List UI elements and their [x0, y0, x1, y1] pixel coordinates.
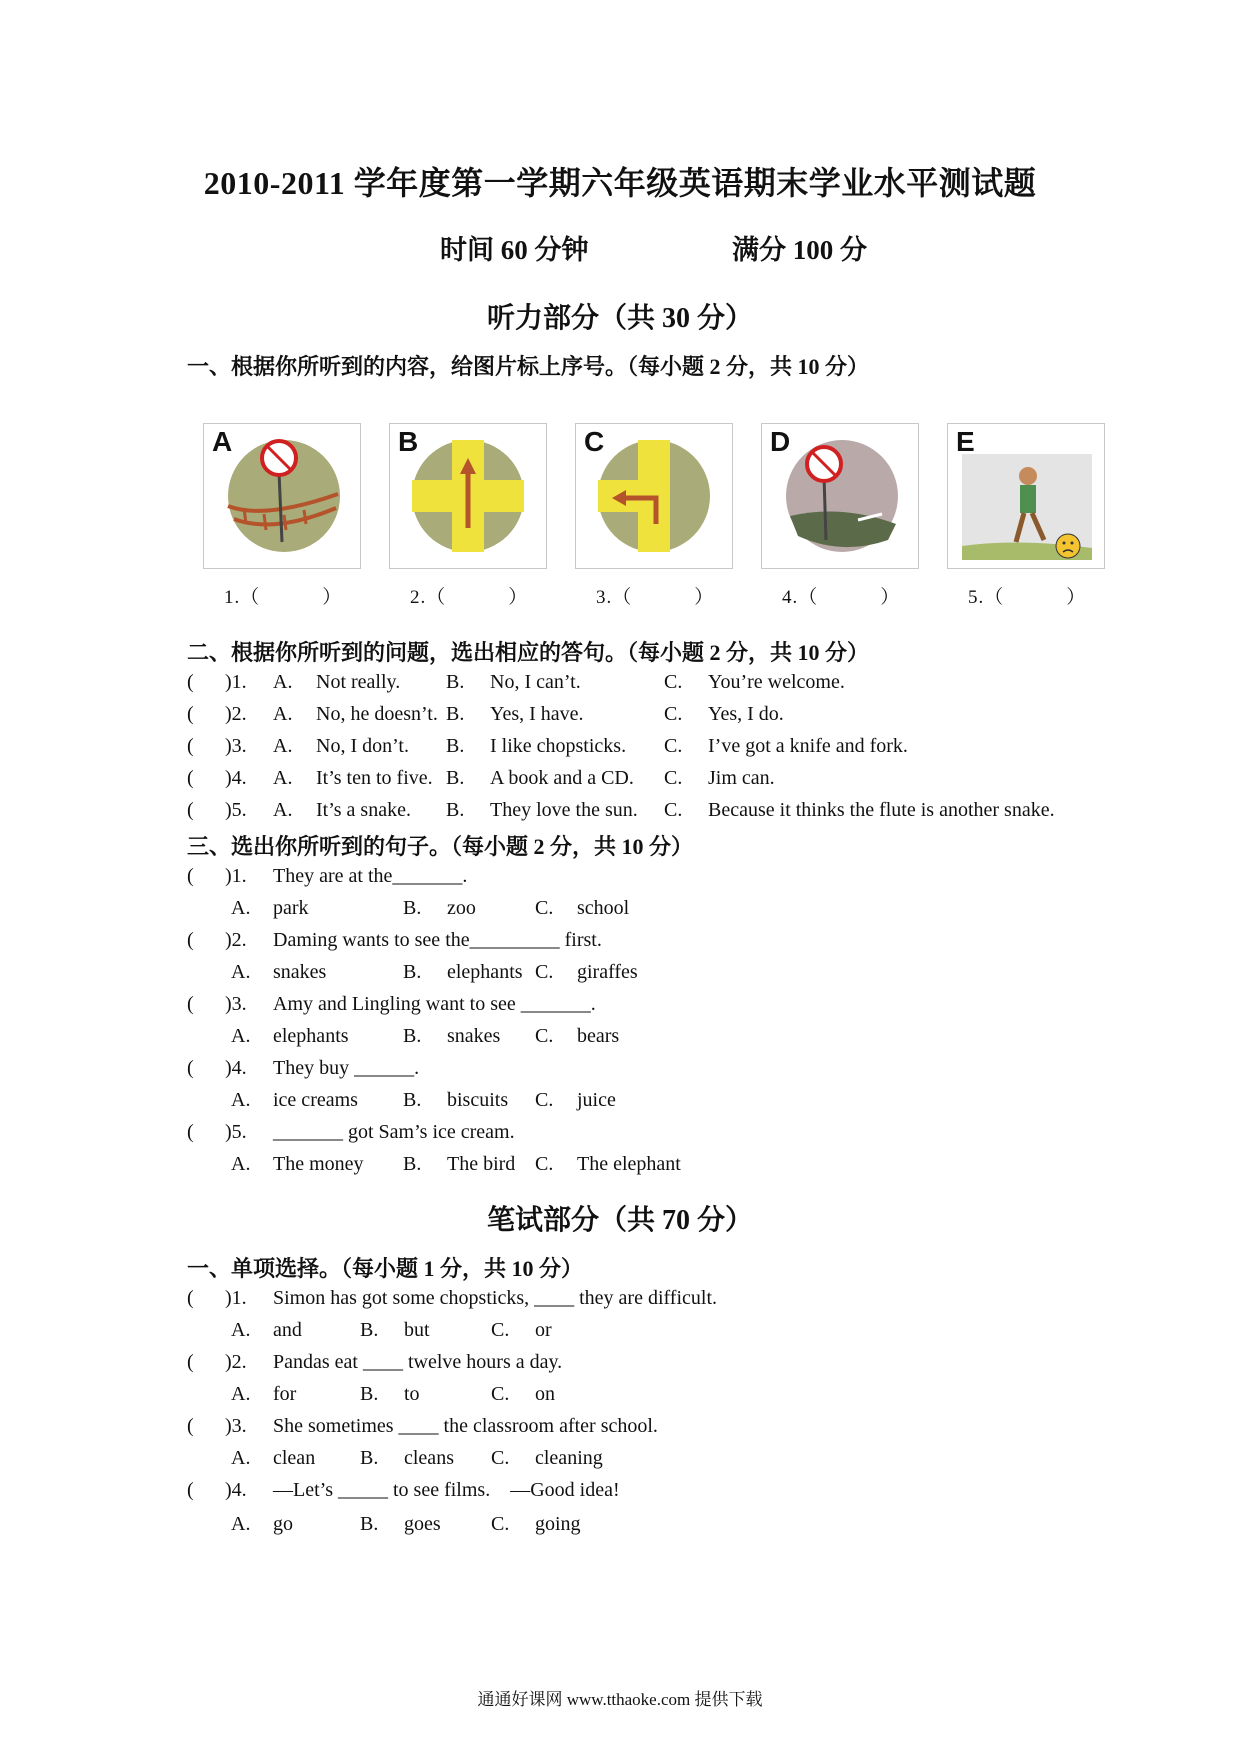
question-number: )5. [225, 1121, 247, 1143]
option-c-text: You’re welcome. [708, 671, 845, 693]
option-a-label: A. [231, 897, 251, 919]
picture-c-letter: C [584, 426, 605, 457]
option-b-label: B. [446, 735, 465, 757]
option-b-text: but [404, 1319, 430, 1341]
question-stem: She sometimes ____ the classroom after school. [273, 1415, 658, 1437]
listening-part3-options-4 [0, 1086, 1240, 1114]
listening-part3-question-4 [0, 1054, 1240, 1082]
option-b-label: B. [360, 1383, 379, 1405]
option-c-label: C. [664, 703, 683, 725]
picture-answer-4 [782, 582, 900, 609]
option-b-label: B. [403, 897, 422, 919]
option-b-label: B. [403, 1089, 422, 1111]
question-number: )4. [225, 1479, 247, 1501]
option-b-text: zoo [447, 897, 476, 919]
answer-paren: ( [187, 1479, 194, 1501]
option-c-text: Yes, I do. [708, 703, 784, 725]
picture-e-letter: E [956, 426, 975, 457]
picture-answer-5-label: 5.（ [968, 587, 1005, 608]
listening-part3-options-1 [0, 894, 1240, 922]
exam-title: 2010-2011 学年度第一学期六年级英语期末学业水平测试题 [203, 165, 1037, 201]
writing-part1-question-3 [0, 1412, 1240, 1440]
option-c-label: C. [664, 799, 683, 821]
picture-answer-2-close: ） [508, 587, 529, 608]
option-b-text: No, I can’t. [490, 671, 581, 693]
answer-paren: ( [187, 703, 194, 725]
listening-part3-question-3 [0, 990, 1240, 1018]
option-c-label: C. [535, 897, 554, 919]
question-number: )2. [225, 1351, 247, 1373]
option-c-text: bears [577, 1025, 620, 1047]
option-b-text: Yes, I have. [490, 703, 584, 725]
option-c-text: Jim can. [708, 767, 775, 789]
option-a-text: and [273, 1319, 302, 1341]
option-c-label: C. [664, 671, 683, 693]
writing-part1-options-3 [0, 1444, 1240, 1472]
option-c-text: I’ve got a knife and fork. [708, 735, 908, 757]
picture-answer-2-label: 2.（ [410, 587, 447, 608]
listening-part3-options-2 [0, 958, 1240, 986]
option-c-label: C. [664, 767, 683, 789]
option-c-text: or [535, 1319, 552, 1341]
option-c-label: C. [535, 1089, 554, 1111]
option-a-text: elephants [273, 1025, 349, 1047]
footer-source: 通通好课网 www.tthaoke.com 提供下载 [477, 1690, 763, 1709]
listening-part1-header: 一、根据你所听到的内容，给图片标上序号。（每小题 2 分，共 10 分） [187, 354, 870, 379]
option-c-label: C. [664, 735, 683, 757]
picture-b [389, 423, 547, 569]
writing-part1-options-2 [0, 1380, 1240, 1408]
answer-paren: ( [187, 671, 194, 693]
option-b-label: B. [360, 1319, 379, 1341]
option-b-label: B. [446, 703, 465, 725]
writing-part1-options-1 [0, 1316, 1240, 1344]
option-c-label: C. [535, 1025, 554, 1047]
question-stem: Simon has got some chopsticks, ____ they are difficult. [273, 1287, 718, 1309]
option-a-label: A. [231, 1025, 251, 1047]
listening-part3-question-5 [0, 1118, 1240, 1146]
picture-answer-2 [410, 582, 528, 609]
option-b-text: biscuits [447, 1089, 509, 1111]
picture-answer-4-label: 4.（ [782, 587, 819, 608]
listening-part2-question-4 [0, 764, 1240, 792]
option-a-text: clean [273, 1447, 316, 1469]
option-a-label: A. [231, 1513, 251, 1535]
listening-part2-question-2 [0, 700, 1240, 728]
option-c-text: giraffes [577, 961, 638, 983]
answer-paren: ( [187, 799, 194, 821]
question-stem: Pandas eat ____ twelve hours a day. [273, 1351, 563, 1373]
option-b-label: B. [360, 1447, 379, 1469]
option-a-label: A. [273, 703, 293, 725]
picture-d-letter: D [770, 426, 791, 457]
option-b-label: B. [403, 1025, 422, 1047]
option-c-text: on [535, 1383, 555, 1405]
option-a-label: A. [231, 1447, 251, 1469]
answer-paren: ( [187, 993, 194, 1015]
option-b-text: goes [404, 1513, 441, 1535]
option-c-label: C. [491, 1319, 510, 1341]
picture-answer-5-close: ） [1066, 587, 1087, 608]
listening-part2-question-5 [0, 796, 1240, 824]
option-a-label: A. [273, 671, 293, 693]
listening-part2-header: 二、根据你所听到的问题，选出相应的答句。（每小题 2 分，共 10 分） [187, 640, 870, 665]
exam-time: 时间 60 分钟 [440, 235, 589, 265]
option-b-text: snakes [447, 1025, 501, 1047]
option-a-text: It’s a snake. [316, 799, 411, 821]
question-stem: Daming wants to see the_________ first. [273, 929, 602, 951]
answer-paren: ( [187, 1121, 194, 1143]
picture-c [575, 423, 733, 569]
answer-paren: ( [187, 1415, 194, 1437]
picture-answer-3 [596, 582, 714, 609]
writing-part1-question-1 [0, 1284, 1240, 1312]
picture-d [761, 423, 919, 569]
answer-paren: ( [187, 1351, 194, 1373]
question-stem: —Let’s _____ to see films. —Good idea! [273, 1479, 620, 1501]
option-b-label: B. [446, 799, 465, 821]
question-stem: They are at the_______. [273, 865, 468, 887]
question-number: )1. [225, 1287, 247, 1309]
listening-part2-question-1 [0, 668, 1240, 696]
listening-part3-question-2 [0, 926, 1240, 954]
option-b-label: B. [403, 961, 422, 983]
option-a-text: go [273, 1513, 293, 1535]
option-a-text: The money [273, 1153, 364, 1175]
picture-a-letter: A [212, 426, 233, 457]
picture-answer-1-label: 1.（ [224, 587, 261, 608]
question-stem: They buy ______. [273, 1057, 420, 1079]
writing-part1-question-4 [0, 1476, 1240, 1504]
option-a-label: A. [231, 1153, 251, 1175]
option-a-label: A. [273, 735, 293, 757]
option-a-text: for [273, 1383, 297, 1405]
option-c-text: cleaning [535, 1447, 603, 1469]
answer-paren: ( [187, 929, 194, 951]
listening-part3-question-1 [0, 862, 1240, 890]
option-a-text: It’s ten to five. [316, 767, 433, 789]
question-number: )3. [225, 993, 247, 1015]
writing-part1-options-4 [0, 1510, 1240, 1538]
option-c-text: The elephant [577, 1153, 681, 1175]
picture-answer-3-label: 3.（ [596, 587, 633, 608]
option-b-label: B. [446, 767, 465, 789]
option-a-label: A. [273, 767, 293, 789]
writing-section-header: 笔试部分（共 70 分） [486, 1205, 753, 1236]
option-b-text: A book and a CD. [490, 767, 634, 789]
option-c-label: C. [491, 1447, 510, 1469]
answer-paren: ( [187, 865, 194, 887]
picture-b-letter: B [398, 426, 419, 457]
question-number: )2. [225, 703, 247, 725]
option-b-text: cleans [404, 1447, 454, 1469]
option-a-text: ice creams [273, 1089, 358, 1111]
question-number: )4. [225, 767, 247, 789]
option-a-text: No, I don’t. [316, 735, 409, 757]
question-number: )1. [225, 671, 247, 693]
option-c-text: school [577, 897, 630, 919]
option-c-text: going [535, 1513, 581, 1535]
option-c-text: Because it thinks the flute is another snake. [708, 799, 1055, 821]
picture-a [203, 423, 361, 569]
option-a-text: No, he doesn’t. [316, 703, 438, 725]
picture-e [947, 423, 1105, 569]
option-a-text: Not really. [316, 671, 401, 693]
question-number: )5. [225, 799, 247, 821]
option-c-label: C. [535, 961, 554, 983]
picture-answer-1 [224, 582, 342, 609]
option-c-label: C. [535, 1153, 554, 1175]
question-number: )4. [225, 1057, 247, 1079]
option-a-text: snakes [273, 961, 327, 983]
option-c-label: C. [491, 1513, 510, 1535]
picture-answer-5 [968, 582, 1086, 609]
question-stem: Amy and Lingling want to see _______. [273, 993, 596, 1015]
option-b-text: I like chopsticks. [490, 735, 627, 757]
answer-paren: ( [187, 735, 194, 757]
writing-part1-header: 一、单项选择。（每小题 1 分，共 10 分） [187, 1256, 584, 1281]
option-b-label: B. [446, 671, 465, 693]
option-c-label: C. [491, 1383, 510, 1405]
option-a-label: A. [231, 1383, 251, 1405]
listening-part2-question-3 [0, 732, 1240, 760]
answer-paren: ( [187, 1287, 194, 1309]
option-a-label: A. [231, 1319, 251, 1341]
listening-part3-options-3 [0, 1022, 1240, 1050]
option-a-label: A. [231, 961, 251, 983]
option-b-text: They love the sun. [490, 799, 638, 821]
option-b-text: The bird [447, 1153, 516, 1175]
question-number: )2. [225, 929, 247, 951]
option-b-text: elephants [447, 961, 523, 983]
picture-answer-1-close: ） [322, 587, 343, 608]
question-number: )3. [225, 735, 247, 757]
picture-answer-4-close: ） [880, 587, 901, 608]
question-number: )3. [225, 1415, 247, 1437]
option-a-text: park [273, 897, 309, 919]
listening-part3-header: 三、选出你所听到的句子。（每小题 2 分，共 10 分） [187, 834, 694, 859]
answer-paren: ( [187, 1057, 194, 1079]
option-a-label: A. [273, 799, 293, 821]
option-c-text: juice [577, 1089, 616, 1111]
question-number: )1. [225, 865, 247, 887]
listening-section-header: 听力部分（共 30 分） [486, 303, 753, 334]
question-stem: _______ got Sam’s ice cream. [273, 1121, 515, 1143]
writing-part1-question-2 [0, 1348, 1240, 1376]
picture-answer-3-close: ） [694, 587, 715, 608]
option-a-label: A. [231, 1089, 251, 1111]
option-b-label: B. [403, 1153, 422, 1175]
listening-part3-options-5 [0, 1150, 1240, 1178]
option-b-text: to [404, 1383, 420, 1405]
exam-full-score: 满分 100 分 [732, 235, 867, 265]
option-b-label: B. [360, 1513, 379, 1535]
answer-paren: ( [187, 767, 194, 789]
